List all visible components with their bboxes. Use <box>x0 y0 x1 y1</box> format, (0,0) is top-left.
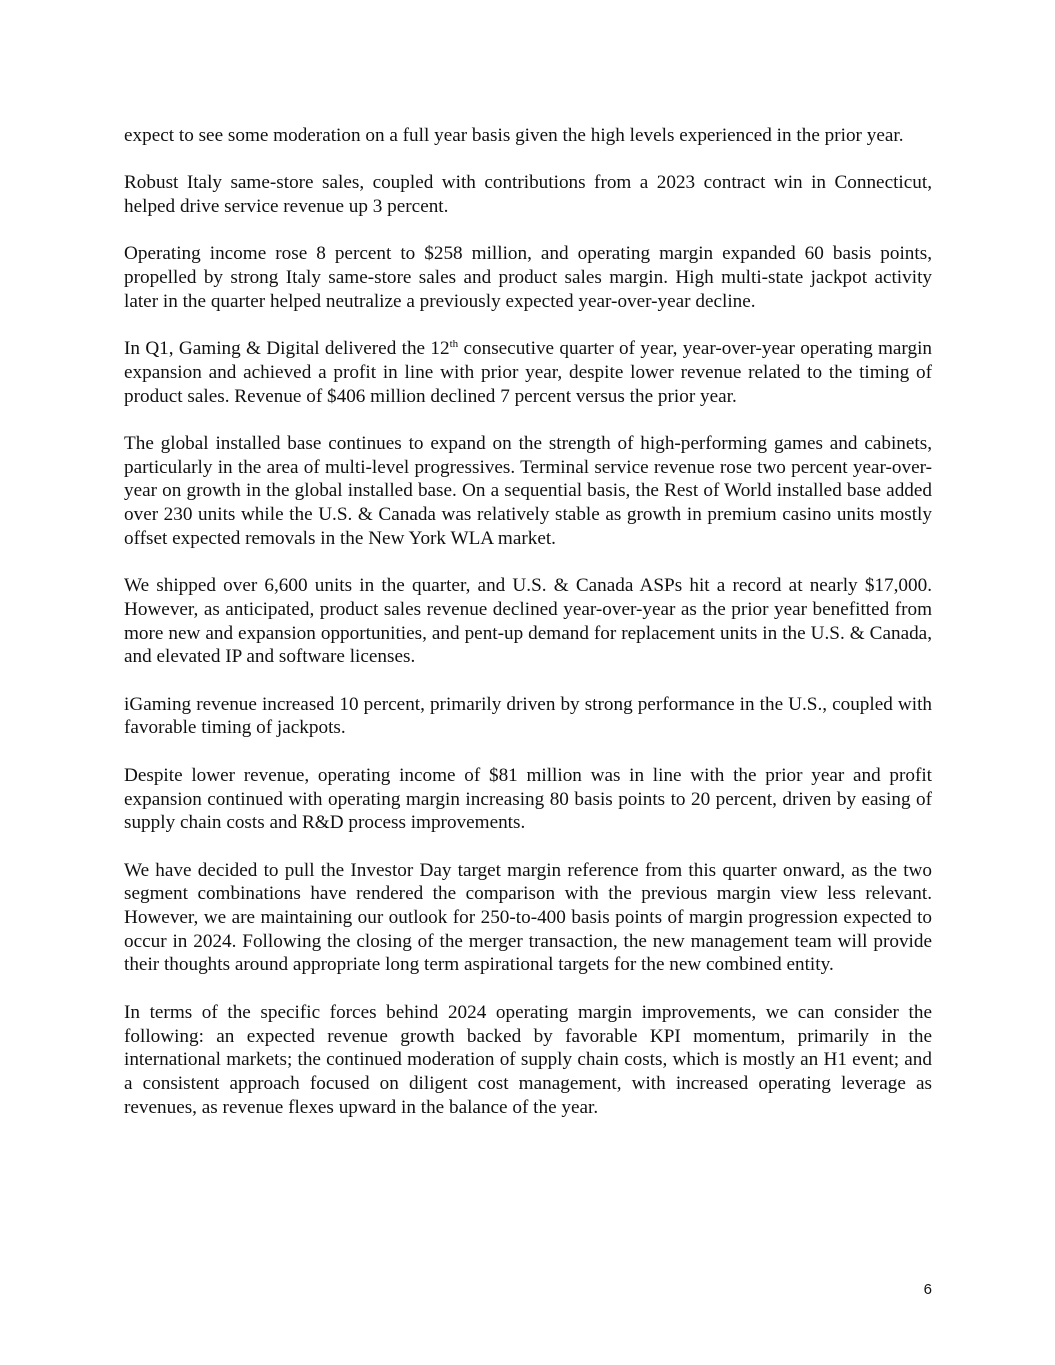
page-number: 6 <box>923 1281 932 1298</box>
document-body <box>124 124 932 1143</box>
paragraph-units-shipped: We shipped over 6,600 units in the quarter, and U.S. & Canada ASPs hit a record at nearly $17,000. However, as anticipated, product sales revenue declined year-over-year as the prior year benefitted from more new and expansion opportunities, and pent-up demand for replacement units in the U.S. & Canada, and elevated IP and software licenses. <box>124 575 932 668</box>
gaming-digital-text-end: consecutive quarter of year, year-over-year operating margin expansion and achieved a profit in line with prior year, despite lower revenue related to the timing of product sales. Revenue of $406 million declined 7 percent versus the prior year. <box>124 338 932 407</box>
paragraph-moderation: expect to see some moderation on a full year basis given the high levels experienced in the prior year. <box>124 125 904 146</box>
paragraph-investor-day: We have decided to pull the Investor Day target margin reference from this quarter onward, as the two segment combinations have rendered the comparison with the previous margin view less relevant. However, we are maintaining our outlook for 250-to-400 basis points of margin progression expected to occur in 2024. Following the closing of the merger transaction, the new management team will provide their thoughts around appropriate long term aspirational targets for the new combined entity. <box>124 859 932 976</box>
paragraph-gaming-digital <box>124 337 932 408</box>
ordinal-superscript: th <box>449 338 459 351</box>
paragraph-installed-base: The global installed base continues to expand on the strength of high-performing games and cabinets, particularly in the area of multi-level progressives. Terminal service revenue rose two percent year-over-year on growth in the global installed base. On a sequential basis, the Rest of World installed base added over 230 units while the U.S. & Canada was relatively stable as growth in premium casino units mostly offset expected removals in the New York WLA market. <box>124 433 932 549</box>
paragraph-service-revenue: Robust Italy same-store sales, coupled with contributions from a 2023 contract win in Connecticut, helped drive service revenue up 3 percent. <box>124 172 932 218</box>
paragraph-margin-forces: In terms of the specific forces behind 2024 operating margin improvements, we can consider the following: an expected revenue growth backed by favorable KPI momentum, primarily in the international markets; the continued moderation of supply chain costs, which is mostly an H1 event; and a consistent approach focused on diligent cost management, with increased operating leverage as revenues, as revenue flexes upward in the balance of the year. <box>124 1001 932 1118</box>
gaming-digital-text-start: In Q1, Gaming & Digital delivered the 12 <box>124 338 450 360</box>
paragraph-igaming: iGaming revenue increased 10 percent, primarily driven by strong performance in the U.S., coupled with favorable timing of jackpots. <box>124 693 932 739</box>
paragraph-profit-expansion: Despite lower revenue, operating income of $81 million was in line with the prior year and profit expansion continued with operating margin increasing 80 basis points to 20 percent, driven by easing of supply chain costs and R&D process improvements. <box>124 764 932 834</box>
paragraph-operating-income: Operating income rose 8 percent to $258 million, and operating margin expanded 60 basis points, propelled by strong Italy same-store sales and product sales margin. High multi-state jackpot activity later in the quarter helped neutralize a previously expected year-over-year decline. <box>124 243 932 312</box>
